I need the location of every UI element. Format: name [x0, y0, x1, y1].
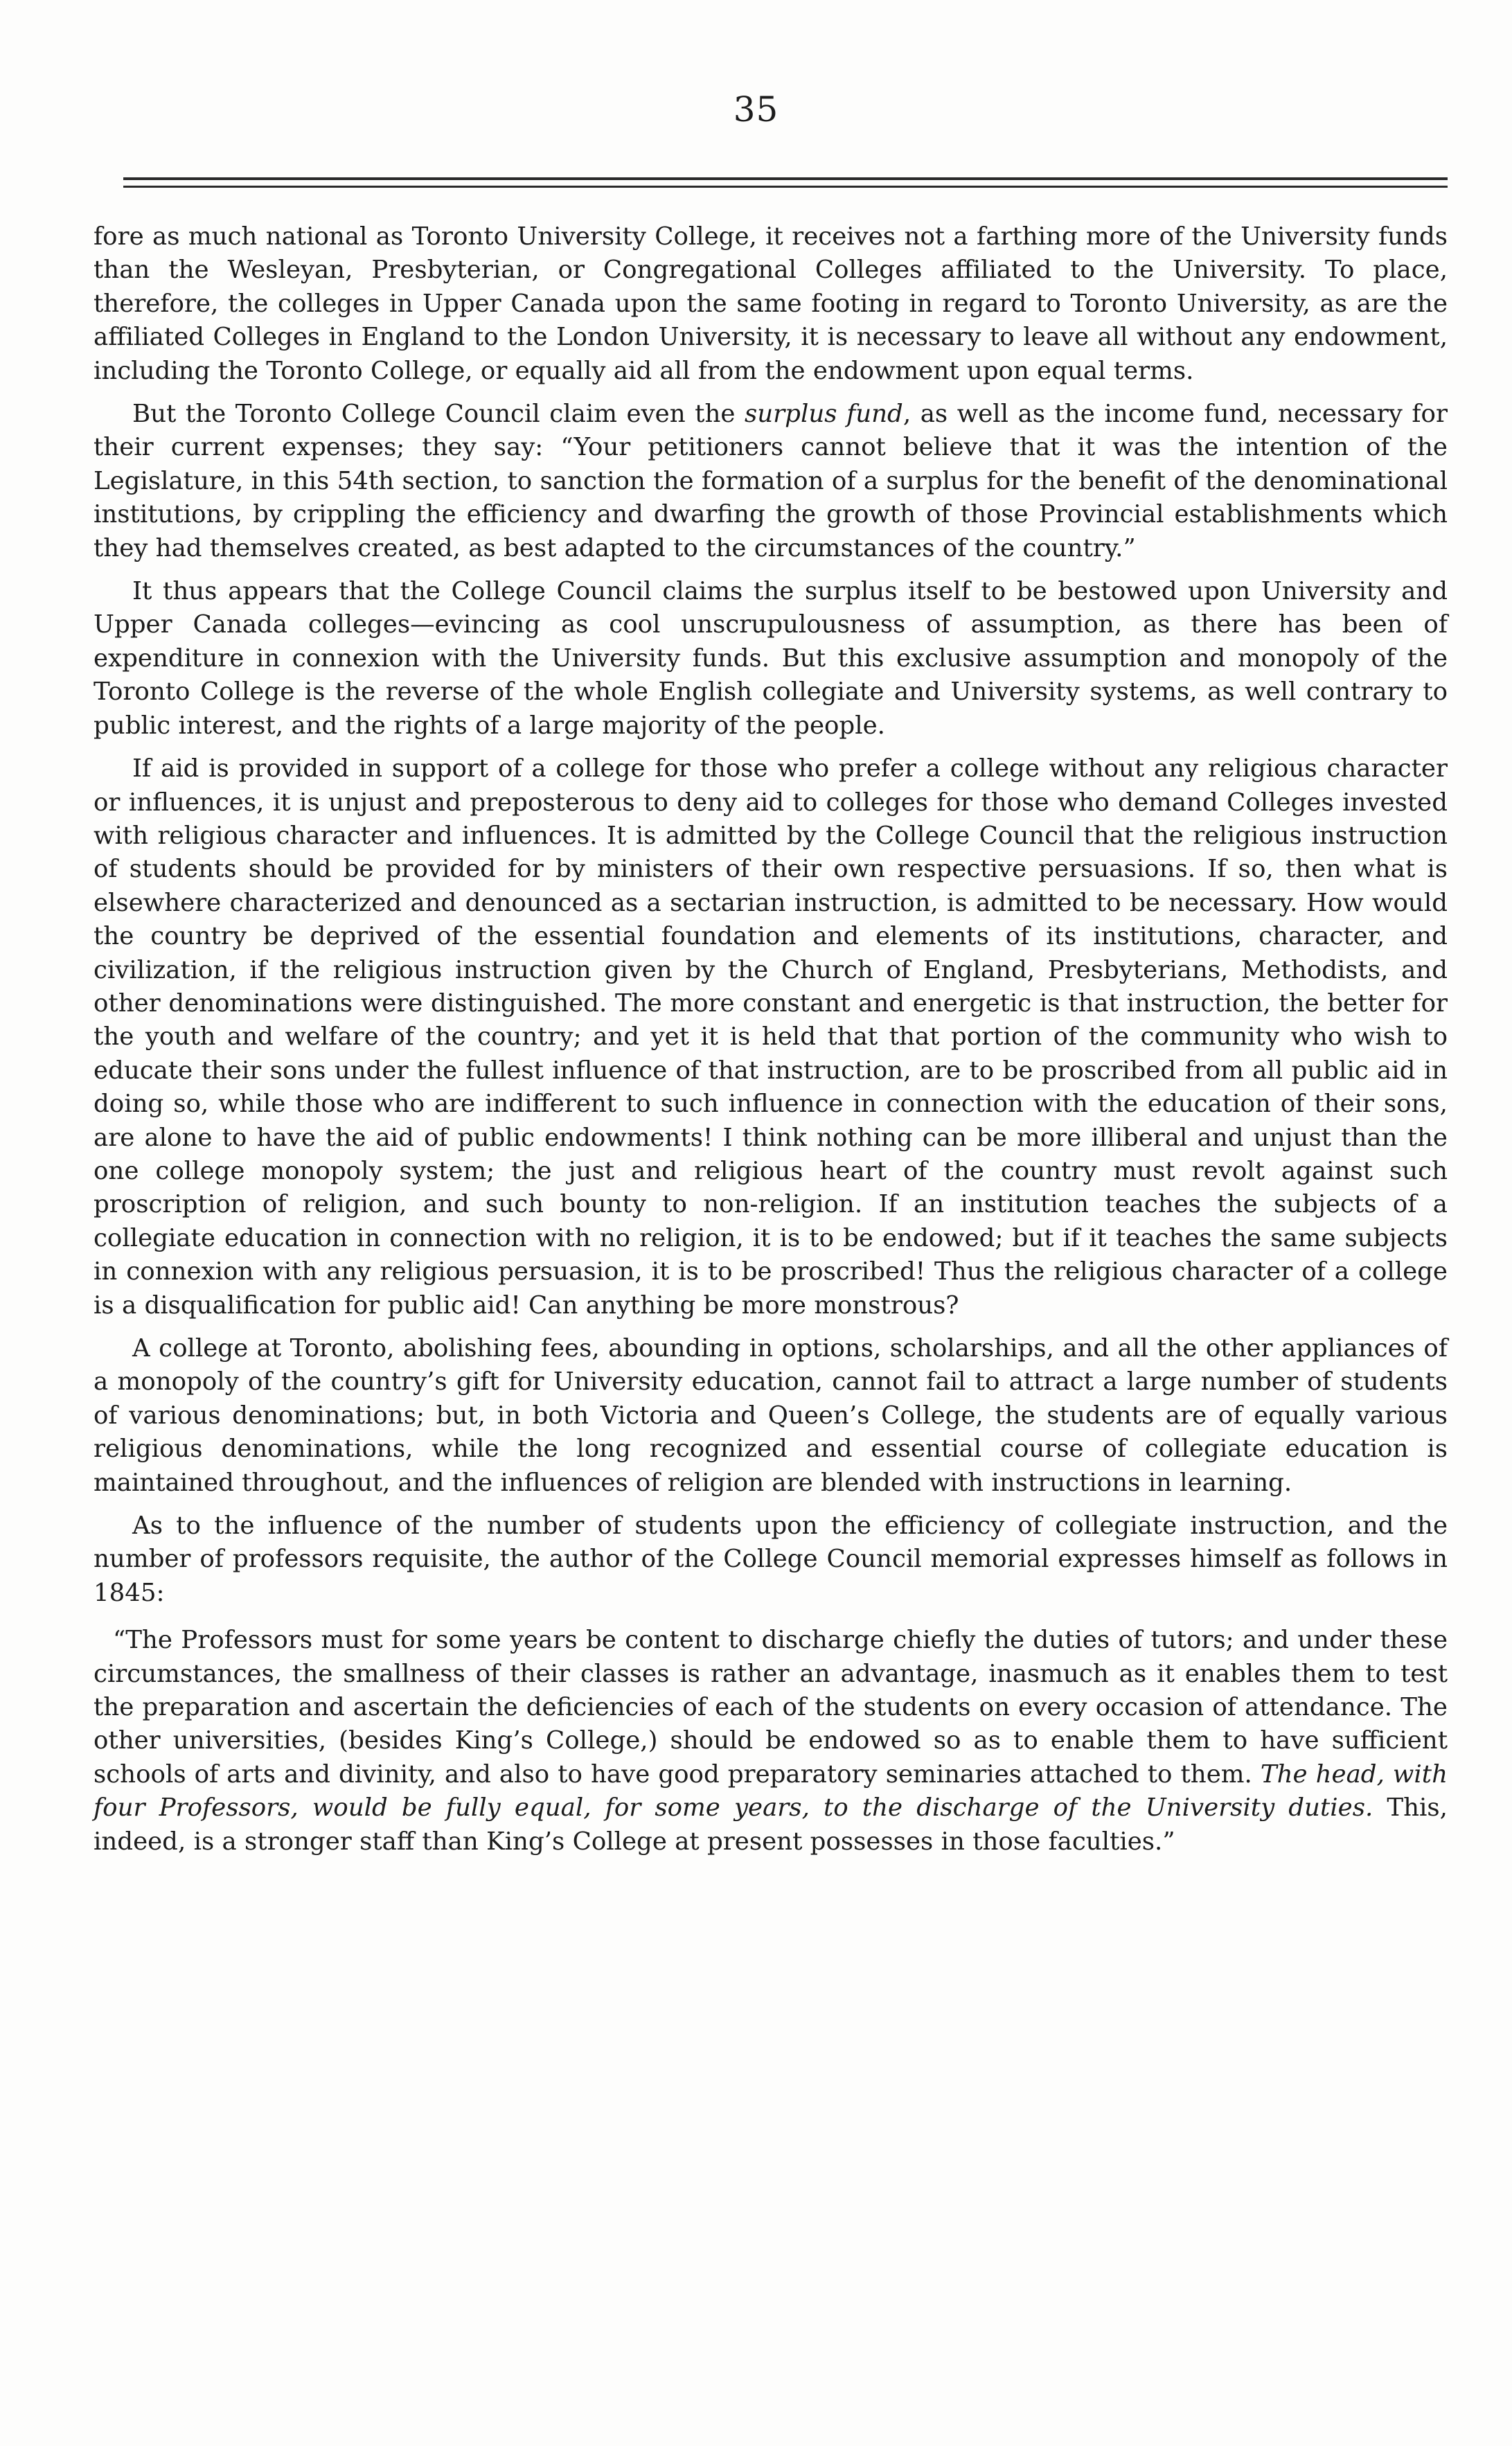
italic-phrase: surplus fund	[745, 400, 903, 429]
quote-text-before: “The Professors must for some years be content to discharge chiefly the duties of tutors; and under these circumstances, the smallness of their classes is rather an advantage, inasmuch as it enables them to test the preparation and ascertain the deficiencies of each of the students on every occasion of attendance. The other universities, (besides King’s College,) should be endowed so as to enable them to have sufficient schools of arts and divinity, and also to have good preparatory seminaries attached to them.	[94, 1626, 1448, 1789]
paragraph-professors-quote	[94, 1624, 1448, 1859]
paragraph-college-council-claims: It thus appears that the College Council claims the surplus itself to be bestowed upon University and Upper Canada colleges—evincing as cool unscrupulousness of assumption, as there has been of expenditure in connexion with the University funds. But this exclusive assumption and monopoly of the Toronto College is the reverse of the whole English collegiate and University systems, as well contrary to public interest, and the rights of a large majority of the people.	[94, 577, 1448, 740]
paragraph-surplus-fund	[94, 398, 1448, 565]
paragraph-religious-aid: If aid is provided in support of a college for those who prefer a college without any religious character or influences, it is unjust and preposterous to deny aid to colleges for those who demand Colleges invested with religious character and influences. It is admitted by the College Council that the religious instruction of students should be provided for by ministers of their own respective persuasions. If so, then what is elsewhere characterized and denounced as a sectarian instruction, is admitted to be necessary. How would the country be deprived of the essential foundation and elements of its institutions, character, and civilization, if the religious instruction given by the Church of England, Presbyterians, Methodists, and other denominations were distinguished. The more constant and energetic is that instruction, the better for the youth and welfare of the country; and yet it is held that that portion of the community who wish to educate their sons under the fullest influence of that instruction, are to be proscribed from all public aid in doing so, while those who are indifferent to such influence in connection with the education of their sons, are alone to have the aid of public endowments! I think nothing can be more illiberal and unjust than the one college monopoly system; the just and religious heart of the country must revolt against such proscription of religion, and such bounty to non-religion. If an institution teaches the subjects of a collegiate education in connection with no religion, it is to be endowed; but if it teaches the same subjects in connexion with any religious persuasion, it is to be proscribed! Thus the religious character of a college is a disqualification for public aid! Can anything be more monstrous?	[94, 754, 1448, 1320]
page-number: 35	[733, 89, 779, 130]
paragraph-text-after: , as well as the income fund, necessary for their current expenses; they say: “Your petitioners cannot believe that it was the intention of the Legislature, in this 54th section, to sanction the formation of a surplus for the benefit of the denominational institutions, by crippling the efficiency and dwarfing the growth of those Provincial establishments which they had themselves created, as best adapted to the circumstances of the country.”	[94, 400, 1448, 562]
paragraph-college-at-toronto: A college at Toronto, abolishing fees, abounding in options, scholarships, and all the other appliances of a monopoly of the country’s gift for University education, cannot fail to attract a large number of students of various denominations; but, in both Victoria and Queen’s College, the students are of equally various religious denominations, while the long recognized and essential course of collegiate education is maintained throughout, and the influences of religion are blended with instructions in learning.	[94, 1334, 1448, 1497]
body-text	[94, 220, 1448, 1868]
paragraph-continuation: fore as much national as Toronto University College, it receives not a farthing more of the University funds than the Wesleyan, Presbyterian, or Congregational Colleges affiliated to the University. To place, therefore, the colleges in Upper Canada upon the same footing in regard to Toronto University, as are the affiliated Colleges in England to the London University, it is necessary to leave all without any endowment, including the Toronto College, or equally aid all from the endowment upon equal terms.	[94, 222, 1448, 385]
quote-italic-phrase: The head, with four Professors, would be fully equal, for some years, to the discharge of the University duties.	[94, 1760, 1448, 1823]
paragraph-number-of-students: As to the influence of the number of students upon the efficiency of collegiate instruction, and the number of professors requisite, the author of the College Council memorial expresses himself as follows in 1845:	[94, 1512, 1448, 1607]
header-rule-lower	[123, 186, 1448, 188]
quote-text-after: This, indeed, is a stronger staff than King’s College at present possesses in those faculties.”	[94, 1793, 1448, 1856]
header-rule-upper	[123, 177, 1448, 180]
paragraph-text-before: But the Toronto College Council claim even the	[132, 400, 745, 429]
